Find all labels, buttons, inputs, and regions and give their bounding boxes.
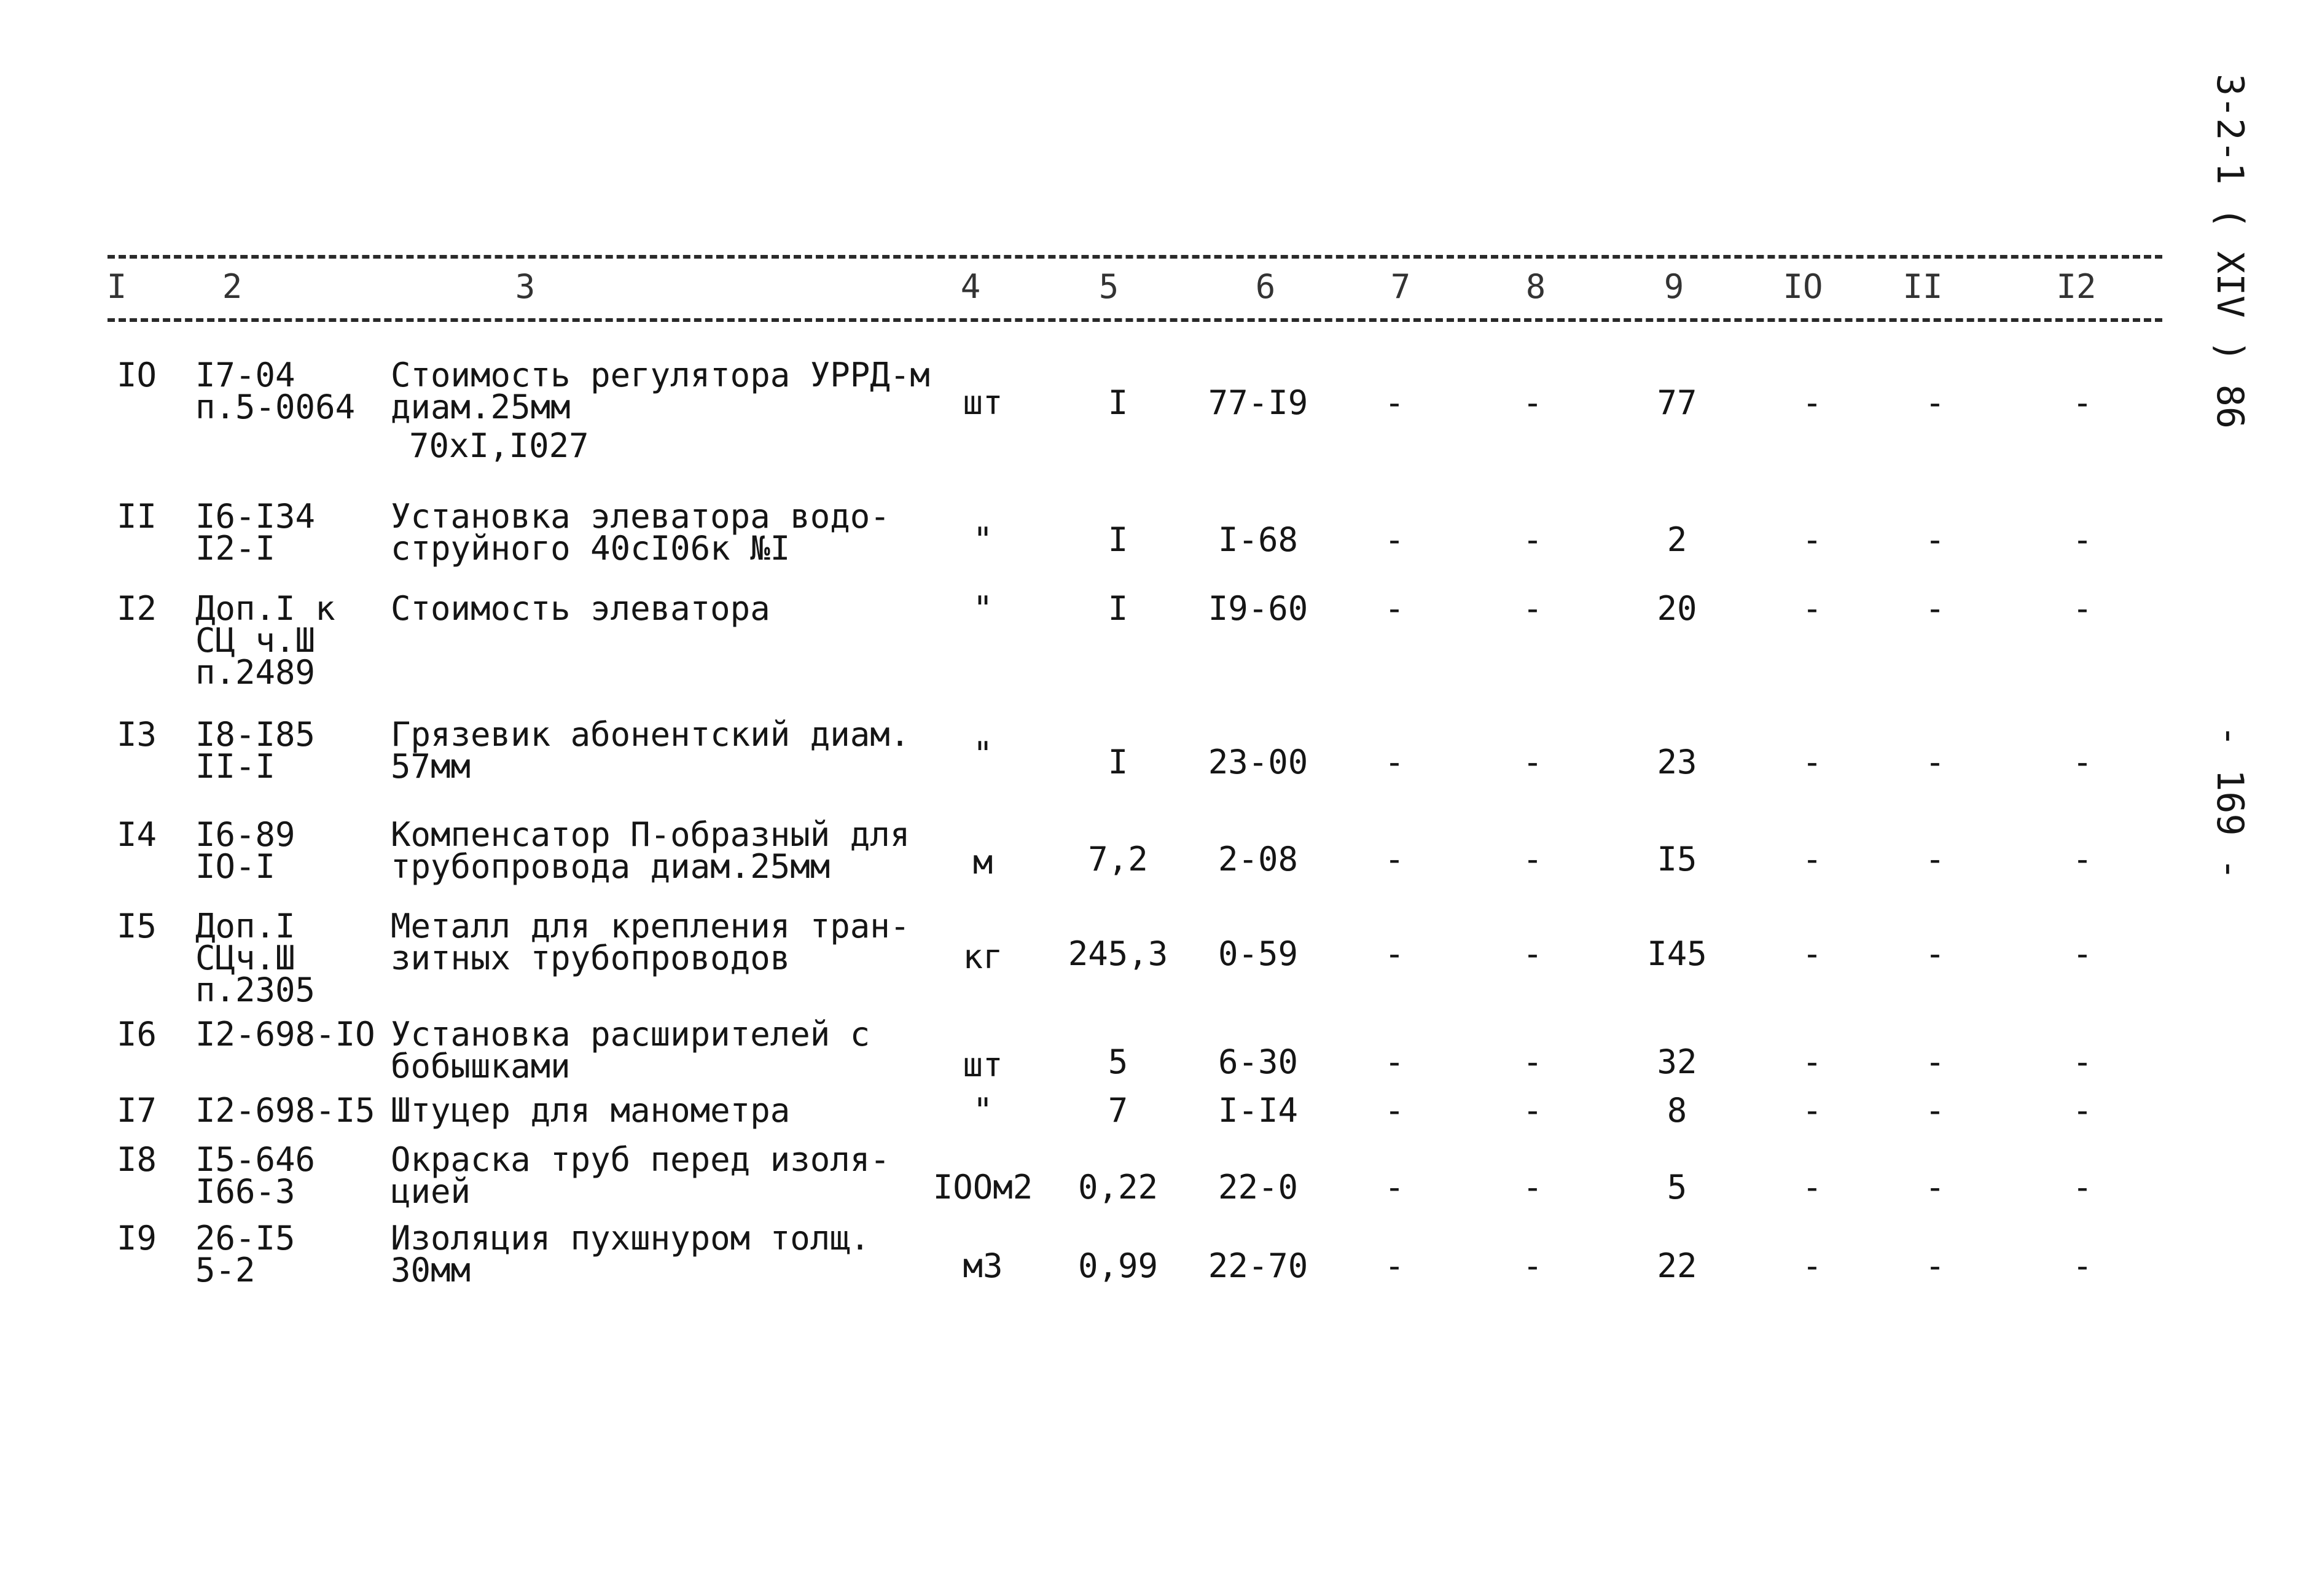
row-col12: - [2072,1042,2093,1081]
row-number: II [117,497,157,536]
column-header-6: 6 [1255,267,1276,306]
row-number: I8 [117,1140,157,1179]
row-price: 22-0 [1218,1168,1299,1207]
row-col7: - [1384,383,1405,422]
row-unit: шт [963,1046,1003,1084]
row-col11: - [1925,934,1945,973]
row-col11: - [1925,743,1945,781]
row-col11: - [1925,1042,1945,1081]
row-number: I3 [117,715,157,754]
row-price: 6-30 [1218,1042,1299,1081]
header-top-rule [108,255,2162,259]
row-col10: - [1802,520,1823,559]
row-name: Установка расширителей с бобышками [391,1015,870,1086]
row-unit: IOOм2 [932,1168,1033,1207]
row-col9: 2 [1667,520,1687,559]
row-col12: - [2072,383,2093,422]
row-col12: - [2072,1091,2093,1130]
row-col7: - [1384,1168,1405,1207]
row-name: Компенсатор П-образный для трубопровода диам.25мм [391,815,910,886]
column-header-9: 9 [1663,267,1684,306]
row-col9: 20 [1657,589,1697,628]
row-col8: - [1522,1042,1543,1081]
column-header-10: IO [1783,267,1823,306]
row-unit: " [972,1091,993,1130]
row-code: I2-698-I5 [195,1091,375,1130]
row-col12: - [2072,934,2093,973]
row-code: I6-89 IO-I [195,815,295,886]
row-col12: - [2072,1246,2093,1285]
row-unit: шт [963,383,1003,422]
header-bottom-rule [108,318,2162,322]
page-number: - 169 - [2208,725,2251,880]
row-col10: - [1802,1091,1823,1130]
row-col8: - [1522,1091,1543,1130]
row-number: IO [117,356,157,394]
row-col7: - [1384,840,1405,878]
row-number: I2 [117,589,157,628]
row-note: 70xI,I027 [409,426,589,465]
row-code: I8-I85 II-I [195,715,316,786]
row-col9: 22 [1657,1246,1697,1285]
row-name: Установка элеватора водо- струйного 40cI06к №I [391,497,890,568]
row-col8: - [1522,934,1543,973]
row-qty: 0,99 [1077,1246,1159,1285]
row-col9: 5 [1667,1168,1687,1207]
row-qty: 7,2 [1088,840,1148,878]
column-header-4: 4 [960,267,981,306]
column-header-3: 3 [515,267,536,306]
row-col9: I45 [1647,934,1707,973]
row-col10: - [1802,743,1823,781]
row-unit: " [972,520,993,559]
row-qty: I [1108,383,1128,422]
row-col7: - [1384,743,1405,781]
row-col8: - [1522,589,1543,628]
row-qty: I [1108,520,1128,559]
row-price: 23-00 [1208,743,1308,781]
row-col10: - [1802,1246,1823,1285]
row-name: Металл для крепления тран- зитных трубопроводов [391,907,910,977]
column-header-11: II [1902,267,1943,306]
row-col9: I5 [1657,840,1697,878]
row-col7: - [1384,934,1405,973]
row-col8: - [1522,520,1543,559]
row-name: Изоляция пухшнуром толщ. 30мм [391,1219,870,1289]
row-qty: 5 [1108,1042,1128,1081]
row-col8: - [1522,383,1543,422]
row-unit: " [972,735,993,773]
column-header-7: 7 [1390,267,1411,306]
document-code-margin: 3-2-1 ( XIV ) 86 [2208,74,2251,429]
row-code: I5-646 I66-3 [195,1140,316,1211]
row-col12: - [2072,520,2093,559]
row-qty: I [1108,743,1128,781]
row-col11: - [1925,840,1945,878]
row-col9: 32 [1657,1042,1697,1081]
row-code: I6-I34 I2-I [195,497,316,568]
row-code: I2-698-IO [195,1015,375,1054]
column-header-8: 8 [1525,267,1546,306]
row-col12: - [2072,1168,2093,1207]
row-col9: 77 [1657,383,1697,422]
row-col7: - [1384,589,1405,628]
row-price: I9-60 [1208,589,1308,628]
row-col9: 8 [1667,1091,1687,1130]
row-price: I-68 [1218,520,1299,559]
row-qty: I [1108,589,1128,628]
row-col12: - [2072,743,2093,781]
row-col11: - [1925,1246,1945,1285]
row-code: I7-04 п.5-0064 [195,356,356,426]
row-col10: - [1802,383,1823,422]
row-code: Доп.I СЦч.Ш п.2305 [195,907,316,1009]
row-col11: - [1925,520,1945,559]
row-col11: - [1925,1168,1945,1207]
row-col11: - [1925,383,1945,422]
row-col8: - [1522,1168,1543,1207]
row-col10: - [1802,934,1823,973]
column-header-12: I2 [2056,267,2097,306]
row-qty: 7 [1108,1091,1128,1130]
row-name: Штуцер для манометра [391,1091,791,1130]
row-number: I9 [117,1219,157,1258]
row-qty: 245,3 [1068,934,1168,973]
column-header-1: I [106,267,127,306]
row-col7: - [1384,520,1405,559]
row-col11: - [1925,589,1945,628]
row-col10: - [1802,589,1823,628]
row-number: I5 [117,907,157,945]
row-col8: - [1522,1246,1543,1285]
row-col10: - [1802,1168,1823,1207]
row-name: Стоимость элеватора [391,589,770,628]
row-price: 2-08 [1218,840,1299,878]
row-price: 0-59 [1218,934,1299,973]
row-code: Доп.I к СЦ ч.Ш п.2489 [195,589,335,692]
row-col12: - [2072,840,2093,878]
row-col10: - [1802,840,1823,878]
row-col10: - [1802,1042,1823,1081]
column-header-2: 2 [222,267,243,306]
row-name: Стоимость регулятора УРРД-м диам.25мм [391,356,930,426]
row-col12: - [2072,589,2093,628]
row-unit: м3 [963,1246,1003,1285]
row-unit: м [972,843,993,882]
row-col11: - [1925,1091,1945,1130]
row-col7: - [1384,1246,1405,1285]
row-unit: кг [963,937,1003,976]
row-price: 22-70 [1208,1246,1308,1285]
row-unit: " [972,589,993,628]
row-price: I-I4 [1218,1091,1299,1130]
row-col7: - [1384,1091,1405,1130]
row-col8: - [1522,840,1543,878]
row-number: I6 [117,1015,157,1054]
row-qty: 0,22 [1077,1168,1159,1207]
row-name: Окраска труб перед изоля- цией [391,1140,890,1211]
row-col8: - [1522,743,1543,781]
row-col7: - [1384,1042,1405,1081]
row-col9: 23 [1657,743,1697,781]
column-header-5: 5 [1098,267,1119,306]
row-number: I4 [117,815,157,854]
row-price: 77-I9 [1208,383,1308,422]
row-name: Грязевик абонентский диам. 57мм [391,715,910,786]
row-code: 26-I5 5-2 [195,1219,295,1289]
row-number: I7 [117,1091,157,1130]
